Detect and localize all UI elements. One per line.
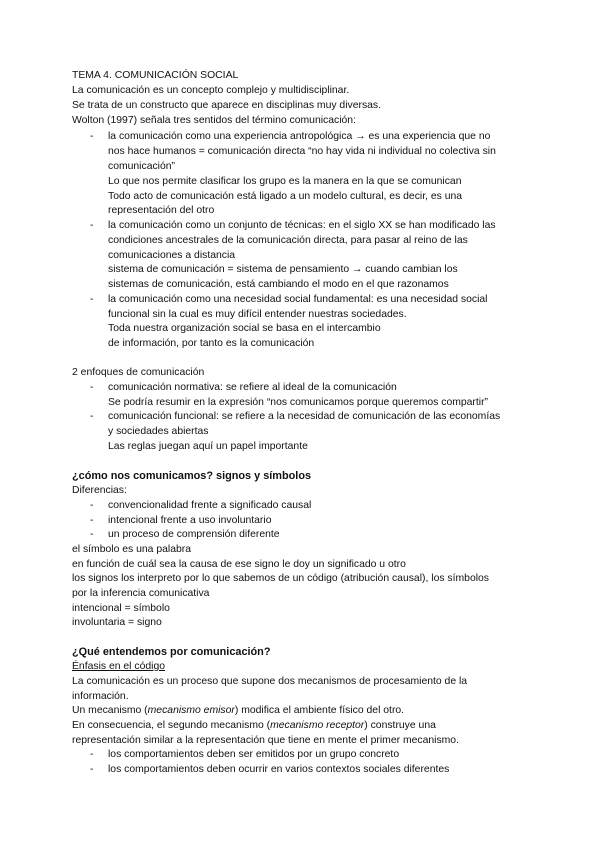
bullet-dash: - — [90, 220, 94, 231]
sense-line: comunicación” — [108, 161, 175, 172]
enfoque-line: comunicación funcional: se refiere a la necesidad de comunicación de las economías — [108, 411, 501, 422]
paragraph-text: En consecuencia, el segundo mecanismo ( — [72, 720, 271, 731]
sense-line: Lo que nos permite clasificar los grupo es la manera en la que se comunican — [108, 176, 462, 187]
subheading-enfasis: Énfasis en el código — [72, 661, 165, 672]
paragraph-line: representación similar a la representación que tiene en mente el primer mecanismo. — [72, 735, 459, 746]
sense-line: sistema de comunicación = sistema de pensamiento → cuando cambian los — [108, 264, 458, 275]
sense-line: la comunicación como un conjunto de técnicas: en el siglo XX se han modificado las — [108, 220, 496, 231]
comportamiento-item: los comportamientos deben ocurrir en varios contextos sociales diferentes — [108, 764, 450, 775]
sense-line: comunicaciones a distancia — [108, 250, 236, 261]
enfoque-line: comunicación normativa: se refiere al ideal de la comunicación — [108, 382, 397, 393]
diferencia-item: intencional frente a uso involuntario — [108, 515, 272, 526]
sense-line: Todo acto de comunicación está ligado a un modelo cultural, es decir, es una — [108, 191, 463, 202]
intro-line: Se trata de un constructo que aparece en disciplinas muy diversas. — [72, 100, 382, 111]
signos-line: el símbolo es una palabra — [72, 544, 191, 555]
signos-line: intencional = símbolo — [72, 603, 170, 614]
bullet-dash: - — [90, 382, 94, 393]
bullet-dash: - — [90, 529, 94, 540]
paragraph-text: ) construye una — [364, 720, 436, 731]
intro-line: La comunicación es un concepto complejo y multidisciplinar. — [72, 85, 350, 96]
emphasis-text: mecanismo emisor — [147, 705, 235, 716]
paragraph-line — [72, 719, 436, 734]
sense-line: condiciones ancestrales de la comunicación directa, para pasar al reino de las — [108, 235, 468, 246]
bullet-dash: - — [90, 515, 94, 526]
paragraph-line: información. — [72, 691, 129, 702]
enfoques-heading: 2 enfoques de comunicación — [72, 367, 205, 378]
section-heading-signos: ¿cómo nos comunicamos? signos y símbolos — [72, 470, 312, 482]
paragraph-text: ) modifica el ambiente físico del otro. — [234, 705, 405, 716]
bullet-dash: - — [90, 500, 94, 511]
enfoque-line: y sociedades abiertas — [108, 426, 209, 437]
sense-line: funcional sin la cual es muy difícil entender nuestras sociedades. — [108, 309, 407, 320]
bullet-dash: - — [90, 294, 94, 305]
bullet-dash: - — [90, 411, 94, 422]
enfoque-line: Se podría resumir en la expresión “nos comunicamos porque queremos compartir” — [108, 397, 489, 408]
sense-line: sistemas de comunicación, está cambiando el modo en el que razonamos — [108, 279, 449, 290]
bullet-dash: - — [90, 131, 94, 142]
diferencia-item: un proceso de comprensión diferente — [108, 529, 280, 540]
sense-line: Toda nuestra organización social se basa en el intercambio — [108, 323, 381, 334]
diferencia-item: convencionalidad frente a significado causal — [108, 500, 312, 511]
diferencias-label: Diferencias: — [72, 485, 127, 496]
sense-line: la comunicación como una necesidad social fundamental: es una necesidad social — [108, 294, 488, 305]
section-heading-comunicacion: ¿Qué entendemos por comunicación? — [72, 646, 271, 658]
sense-line: nos hace humanos = comunicación directa “no hay vida ni individual no colectiva sin — [108, 146, 496, 157]
paragraph-text: Un mecanismo ( — [72, 705, 148, 716]
signos-line: por la inferencia comunicativa — [72, 588, 210, 599]
signos-line: en función de cuál sea la causa de ese signo le doy un significado u otro — [72, 559, 406, 570]
intro-line: Wolton (1997) señala tres sentidos del término comunicación: — [72, 115, 356, 126]
paragraph-line: La comunicación es un proceso que supone dos mecanismos de procesamiento de la — [72, 676, 468, 687]
signos-line: los signos los interpreto por lo que sabemos de un código (atribución causal), los símbolos — [72, 573, 490, 584]
sense-line: de información, por tanto es la comunicación — [108, 338, 315, 349]
enfoque-line: Las reglas juegan aquí un papel importante — [108, 441, 308, 452]
sense-line: representación del otro — [108, 205, 215, 216]
bullet-dash: - — [90, 764, 94, 775]
emphasis-text: mecanismo receptor — [270, 720, 365, 731]
document-title: TEMA 4. COMUNICACIÓN SOCIAL — [72, 70, 239, 81]
signos-line: involuntaria = signo — [72, 617, 162, 628]
paragraph-line — [72, 704, 404, 719]
comportamiento-item: los comportamientos deben ser emitidos por un grupo concreto — [108, 749, 400, 760]
sense-line: la comunicación como una experiencia antropológica → es una experiencia que no — [108, 131, 491, 142]
bullet-dash: - — [90, 749, 94, 760]
